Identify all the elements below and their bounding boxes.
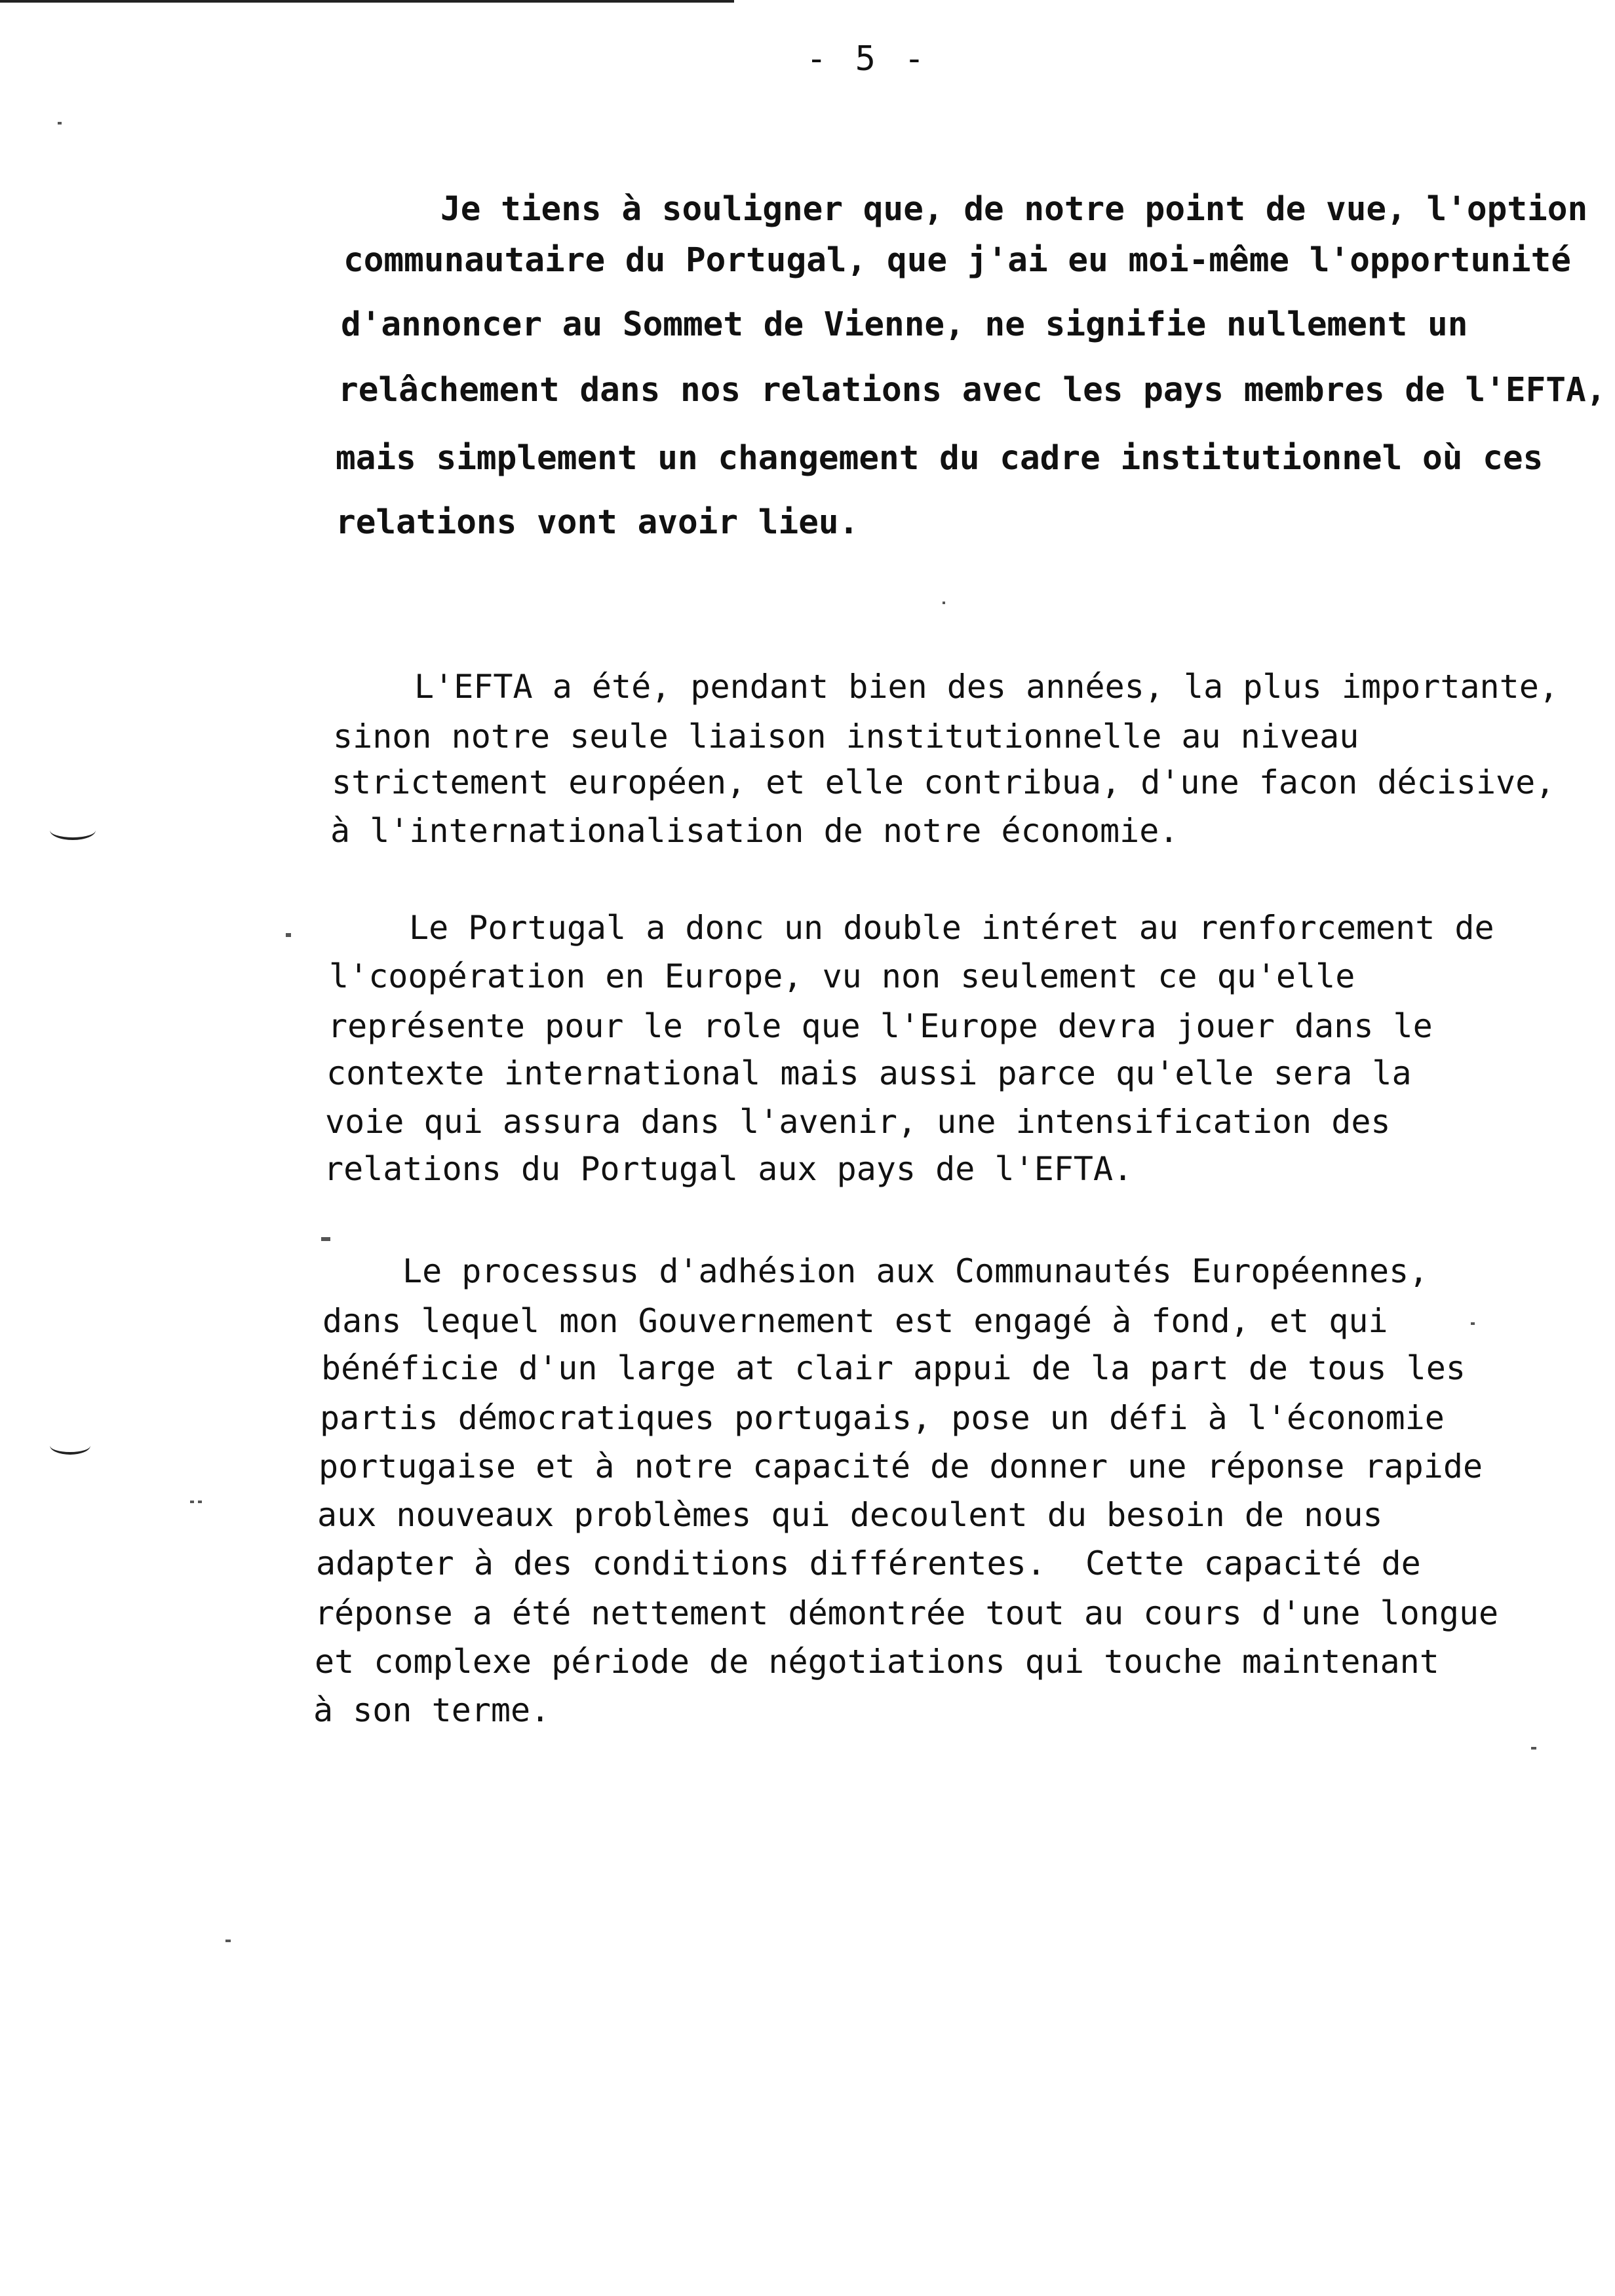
scan-speck [286, 933, 291, 937]
paragraph-line: voie qui assura dans l'avenir, une intensification des [325, 1103, 1391, 1141]
paragraph-line: réponse a été nettement démontrée tout au cours d'une longue [315, 1594, 1499, 1632]
paragraph-line: Le processus d'adhésion aux Communautés Européennes, [402, 1252, 1429, 1290]
page-number: - 5 - [806, 39, 929, 79]
scan-speck [1471, 1322, 1475, 1325]
paragraph-line: à son terme. [313, 1691, 551, 1729]
paragraph-line: relations du Portugal aux pays de l'EFTA. [324, 1150, 1133, 1188]
paragraph-line: l'coopération en Europe, vu non seulement ce qu'elle [329, 957, 1355, 995]
scan-speck [943, 602, 945, 604]
paragraph-line: bénéficie d'un large at clair appui de la part de tous les [321, 1349, 1466, 1387]
paragraph-line: partis démocratiques portugais, pose un défi à l'économie [320, 1399, 1445, 1437]
paragraph-line: d'annoncer au Sommet de Vienne, ne signifie nullement un [341, 305, 1468, 344]
paragraph-line: à l'internationalisation de notre économie. [330, 812, 1179, 850]
paragraph-line: et complexe période de négotiations qui touche maintenant [315, 1643, 1439, 1681]
scan-speck [1531, 1747, 1536, 1750]
paragraph-line: relâchement dans nos relations avec les pays membres de l'EFTA, [338, 371, 1606, 410]
paragraph-line: représente pour le role que l'Europe devra jouer dans le [328, 1007, 1433, 1045]
paragraph-line: aux nouveaux problèmes qui decoulent du besoin de nous [317, 1496, 1383, 1534]
paragraph-line: sinon notre seule liaison institutionnelle au niveau [333, 718, 1359, 756]
paragraph-line: contexte international mais aussi parce qu'elle sera la [326, 1054, 1412, 1092]
paragraph-line: relations vont avoir lieu. [336, 503, 859, 542]
margin-scan-mark [50, 820, 96, 840]
paragraph-line: adapter à des conditions différentes. Cette capacité de [316, 1544, 1421, 1582]
paragraph-line: Je tiens à souligner que, de notre point de vue, l'option [440, 190, 1588, 229]
paragraph-line: mais simplement un changement du cadre institutionnel où ces [336, 439, 1544, 478]
scan-speck [321, 1237, 330, 1241]
scan-speck [198, 1501, 202, 1503]
paragraph-line: portugaise et à notre capacité de donner une réponse rapide [319, 1447, 1483, 1485]
paragraph-line: strictement européen, et elle contribua, d'une facon décisive, [332, 763, 1555, 801]
paragraph-line: communautaire du Portugal, que j'ai eu moi-même l'opportunité [343, 241, 1571, 280]
scan-speck [225, 1940, 231, 1942]
paragraph-line: dans lequel mon Gouvernement est engagé à fond, et qui [322, 1302, 1388, 1340]
paragraph-line: L'EFTA a été, pendant bien des années, la plus importante, [414, 668, 1559, 706]
paragraph-line: Le Portugal a donc un double intéret au renforcement de [409, 909, 1494, 947]
scan-speck [190, 1501, 194, 1503]
scan-speck [58, 122, 62, 124]
margin-scan-mark [50, 1436, 90, 1455]
